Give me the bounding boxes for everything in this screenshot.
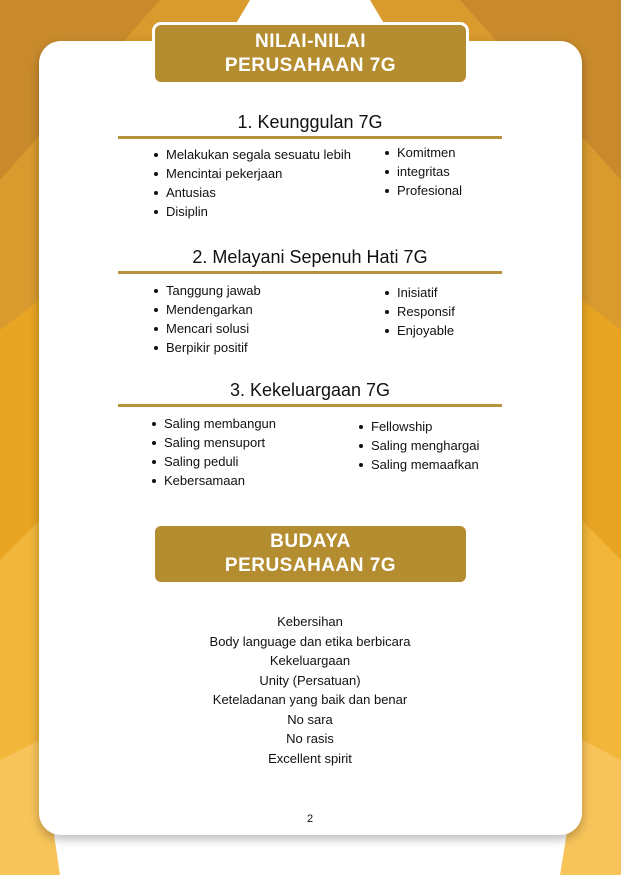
melayani-list-right bbox=[384, 283, 455, 340]
kekeluargaan-list-left bbox=[151, 414, 276, 490]
section-divider bbox=[118, 404, 502, 407]
culture-item: Excellent spirit bbox=[268, 750, 352, 766]
culture-item: Unity (Persatuan) bbox=[259, 672, 361, 688]
values-banner bbox=[155, 25, 466, 82]
section-divider bbox=[118, 271, 502, 274]
list-item: Berpikir positif bbox=[153, 338, 261, 357]
list-item: Enjoyable bbox=[384, 321, 455, 340]
culture-banner bbox=[155, 526, 466, 582]
culture-item: No sara bbox=[287, 711, 333, 727]
list-item: Fellowship bbox=[358, 417, 479, 436]
list-item: Saling memaafkan bbox=[358, 455, 479, 474]
culture-item: No rasis bbox=[286, 731, 334, 746]
culture-item: Keteladanan yang baik dan benar bbox=[212, 692, 408, 707]
list-item: Saling mensuport bbox=[151, 433, 276, 452]
culture-banner-line1: BUDAYA bbox=[270, 531, 351, 552]
list-item: Mencintai pekerjaan bbox=[153, 164, 351, 183]
section-title-kekeluargaan: 3. Kekeluargaan 7G bbox=[229, 380, 391, 400]
list-item: Profesional bbox=[384, 181, 462, 200]
values-banner-line2: PERUSAHAAN 7G bbox=[224, 54, 397, 76]
section-divider bbox=[118, 136, 502, 139]
list-item: Komitmen bbox=[384, 143, 462, 162]
list-item: Mencari solusi bbox=[153, 319, 261, 338]
list-item: Tanggung jawab bbox=[153, 281, 261, 300]
keunggulan-list-right bbox=[384, 143, 462, 200]
culture-list bbox=[118, 612, 502, 768]
list-item: Melakukan segala sesuatu lebih bbox=[153, 145, 351, 164]
section-title-keunggulan: 1. Keunggulan 7G bbox=[237, 112, 383, 132]
list-item: Saling peduli bbox=[151, 452, 276, 471]
culture-item: Kebersihan bbox=[277, 614, 343, 629]
list-item: integritas bbox=[384, 162, 462, 181]
page-number: 2 bbox=[306, 813, 314, 825]
list-item: Disiplin bbox=[153, 202, 351, 221]
culture-item: Body language dan etika berbicara bbox=[209, 633, 411, 649]
culture-item: Kekeluargaan bbox=[269, 653, 351, 668]
list-item: Antusias bbox=[153, 183, 351, 202]
keunggulan-list-left bbox=[153, 145, 351, 221]
list-item: Inisiatif bbox=[384, 283, 455, 302]
culture-banner-line2: PERUSAHAAN 7G bbox=[224, 555, 397, 576]
section-title-melayani: 2. Melayani Sepenuh Hati 7G bbox=[192, 247, 428, 267]
list-item: Saling menghargai bbox=[358, 436, 479, 455]
list-item: Responsif bbox=[384, 302, 455, 321]
melayani-list-left bbox=[153, 281, 261, 357]
kekeluargaan-list-right bbox=[358, 417, 479, 474]
list-item: Mendengarkan bbox=[153, 300, 261, 319]
list-item: Saling membangun bbox=[151, 414, 276, 433]
values-banner-line1: NILAI-NILAI bbox=[254, 30, 367, 52]
list-item: Kebersamaan bbox=[151, 471, 276, 490]
